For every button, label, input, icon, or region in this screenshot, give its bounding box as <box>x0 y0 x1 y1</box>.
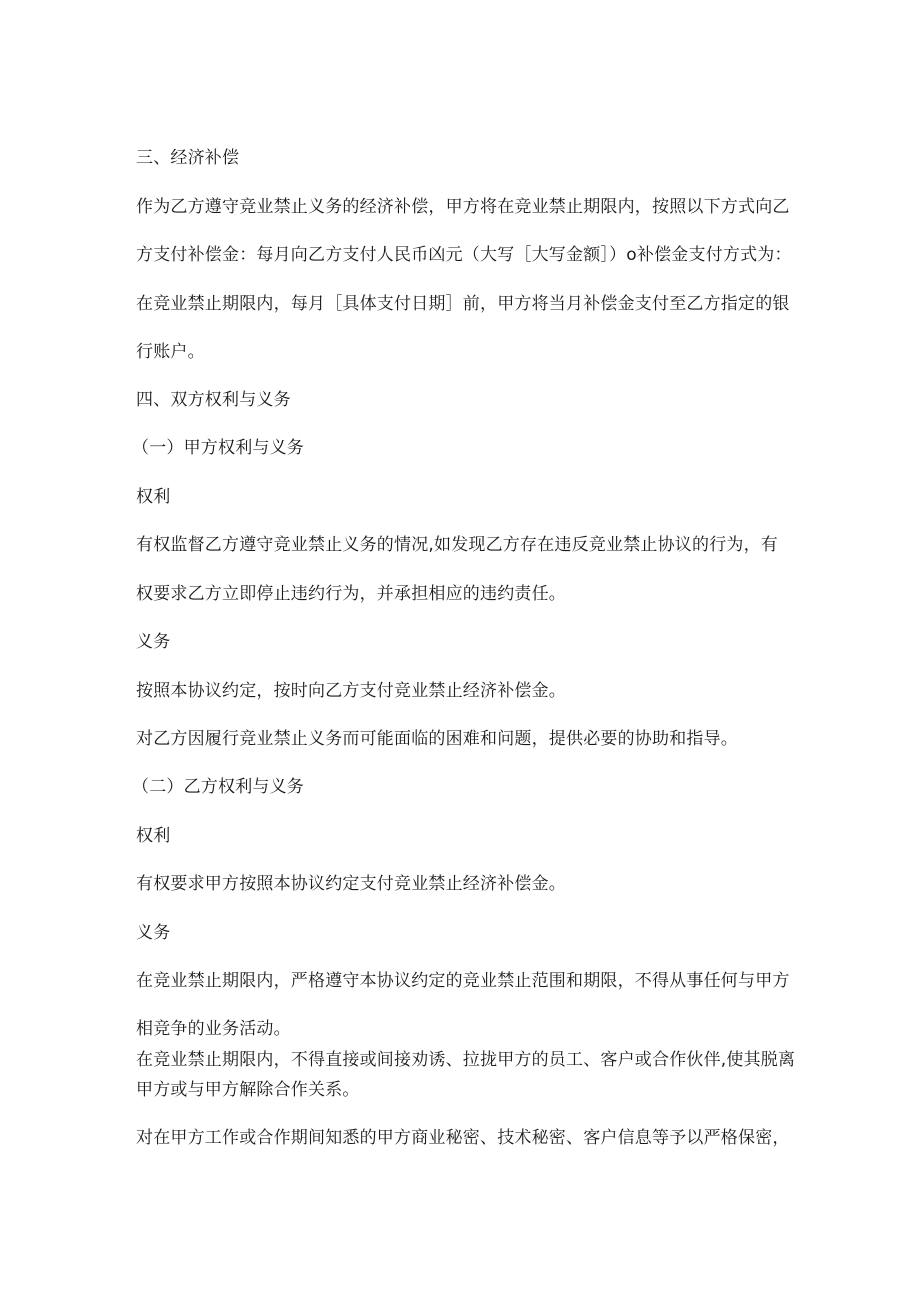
party-a-duties-label: 义务 <box>136 632 171 652</box>
party-a-rights-line-1: 有权监督乙方遵守竞业禁止义务的情况,如发现乙方存在违反竞业禁止协议的行为，有 <box>136 535 779 555</box>
section-3-paragraph-line-1: 作为乙方遵守竞业禁止义务的经济补偿，甲方将在竞业禁止期限内，按照以下方式向乙 <box>136 197 790 217</box>
party-a-duties-line-2: 对乙方因履行竞业禁止义务而可能面临的困难和问题，提供必要的协助和指导。 <box>136 729 738 749</box>
party-b-duties-line-5: 对在甲方工作或合作期间知悉的甲方商业秘密、技术秘密、客户信息等予以严格保密， <box>136 1128 790 1148</box>
party-b-rights-line-1: 有权要求甲方按照本协议约定支付竞业禁止经济补偿金。 <box>136 874 566 894</box>
section-4-title: 四、双方权利与义务 <box>136 390 291 410</box>
party-b-duties-line-2: 相竞争的业务活动。 <box>136 1019 291 1039</box>
party-a-rights-line-2: 权要求乙方立即停止违约行为，并承担相应的违约责任。 <box>136 584 566 604</box>
party-b-duties-line-3: 在竞业禁止期限内，不得直接或间接劝诱、拉拢甲方的员工、客户或合作伙伴,使其脱离 <box>136 1050 796 1070</box>
party-b-rights-label: 权利 <box>136 826 171 846</box>
party-a-title: （一）甲方权利与义务 <box>132 438 304 458</box>
section-3-title: 三、经济补偿 <box>136 148 240 168</box>
party-a-rights-label: 权利 <box>136 487 171 507</box>
section-3-paragraph-line-4: 行账户。 <box>136 342 205 362</box>
section-3-paragraph-line-2: 方支付补偿金：每月向乙方支付人民币凶元（大写［大写金额］）o补偿金支付方式为： <box>136 245 792 265</box>
party-b-duties-line-1: 在竞业禁止期限内，严格遵守本协议约定的竞业禁止范围和期限，不得从事任何与甲方 <box>136 971 790 991</box>
party-b-duties-label: 义务 <box>136 923 171 943</box>
party-b-title: （二）乙方权利与义务 <box>132 777 304 797</box>
party-b-duties-line-4: 甲方或与甲方解除合作关系。 <box>136 1080 360 1100</box>
section-3-paragraph-line-3: 在竞业禁止期限内，每月［具体支付日期］前，甲方将当月补偿金支付至乙方指定的银 <box>136 294 790 314</box>
party-a-duties-line-1: 按照本协议约定，按时向乙方支付竞业禁止经济补偿金。 <box>136 681 566 701</box>
